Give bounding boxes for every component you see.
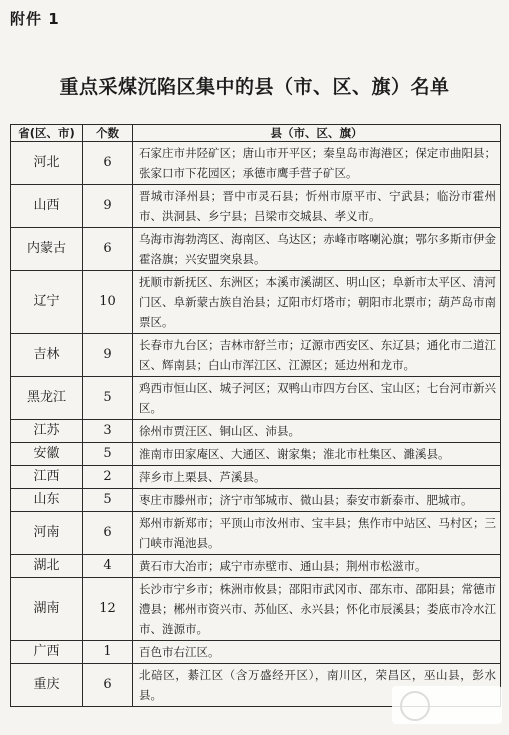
table-row bbox=[11, 271, 501, 334]
table-row bbox=[11, 377, 501, 420]
column-header-counties: 县（市、区、旗） bbox=[133, 125, 501, 142]
counties-cell: 晋城市泽州县；晋中市灵石县；忻州市原平市、宁武县；临汾市霍州市、洪洞县、乡宁县；吕梁市交城县、孝义市。 bbox=[133, 185, 501, 228]
counties-cell: 石家庄市井陉矿区；唐山市开平区；秦皇岛市海港区；保定市曲阳县；张家口市下花园区；承德市鹰手营子矿区。 bbox=[133, 142, 501, 185]
column-header-count: 个数 bbox=[83, 125, 133, 142]
province-cell: 安徽 bbox=[11, 443, 83, 466]
watermark-overlay bbox=[392, 686, 502, 724]
counties-cell: 淮南市田家庵区、大通区、谢家集；淮北市杜集区、濉溪县。 bbox=[133, 443, 501, 466]
table-row bbox=[11, 489, 501, 512]
table-body bbox=[11, 142, 501, 707]
table-row bbox=[11, 466, 501, 489]
count-cell: 3 bbox=[83, 420, 133, 443]
table-row bbox=[11, 443, 501, 466]
table-row bbox=[11, 228, 501, 271]
table-row bbox=[11, 555, 501, 578]
counties-cell: 北碚区，綦江区（含万盛经开区），南川区，荣昌区，巫山县，彭水县。 bbox=[133, 664, 501, 707]
counties-cell: 乌海市海勃湾区、海南区、乌达区；赤峰市喀喇沁旗；鄂尔多斯市伊金霍洛旗；兴安盟突泉县。 bbox=[133, 228, 501, 271]
count-cell: 4 bbox=[83, 555, 133, 578]
counties-cell: 鸡西市恒山区、城子河区；双鸭山市四方台区、宝山区；七台河市新兴区。 bbox=[133, 377, 501, 420]
watermark-logo-icon bbox=[400, 691, 430, 721]
count-cell: 12 bbox=[83, 578, 133, 641]
count-cell: 10 bbox=[83, 271, 133, 334]
province-cell: 重庆 bbox=[11, 664, 83, 707]
page-title: 重点采煤沉陷区集中的县（市、区、旗）名单 bbox=[59, 76, 450, 98]
count-cell: 6 bbox=[83, 664, 133, 707]
province-cell: 黑龙江 bbox=[11, 377, 83, 420]
counties-cell: 百色市右江区。 bbox=[133, 641, 501, 664]
count-cell: 5 bbox=[83, 377, 133, 420]
count-cell: 9 bbox=[83, 334, 133, 377]
province-cell: 湖南 bbox=[11, 578, 83, 641]
table-row bbox=[11, 142, 501, 185]
province-cell: 吉林 bbox=[11, 334, 83, 377]
province-cell: 山东 bbox=[11, 489, 83, 512]
counties-cell: 枣庄市滕州市；济宁市邹城市、微山县；泰安市新泰市、肥城市。 bbox=[133, 489, 501, 512]
table-header-row bbox=[11, 125, 501, 142]
province-cell: 内蒙古 bbox=[11, 228, 83, 271]
counties-cell: 抚顺市新抚区、东洲区；本溪市溪湖区、明山区；阜新市太平区、清河门区、阜新蒙古族自治县；辽阳市灯塔市；朝阳市北票市；葫芦岛市南票区。 bbox=[133, 271, 501, 334]
counties-cell: 长沙市宁乡市；株洲市攸县；邵阳市武冈市、邵东市、邵阳县；常德市澧县；郴州市资兴市、苏仙区、永兴县；怀化市辰溪县；娄底市冷水江市、涟源市。 bbox=[133, 578, 501, 641]
province-cell: 江苏 bbox=[11, 420, 83, 443]
province-cell: 山西 bbox=[11, 185, 83, 228]
count-cell: 1 bbox=[83, 641, 133, 664]
province-cell: 河北 bbox=[11, 142, 83, 185]
counties-cell: 徐州市贾汪区、铜山区、沛县。 bbox=[133, 420, 501, 443]
count-cell: 5 bbox=[83, 443, 133, 466]
table-row bbox=[11, 420, 501, 443]
counties-cell: 黄石市大冶市；咸宁市赤壁市、通山县；荆州市松滋市。 bbox=[133, 555, 501, 578]
count-cell: 9 bbox=[83, 185, 133, 228]
counties-cell: 郑州市新郑市；平顶山市汝州市、宝丰县；焦作市中站区、马村区；三门峡市渑池县。 bbox=[133, 512, 501, 555]
column-header-province: 省(区、市) bbox=[11, 125, 83, 142]
attachment-label: 附件 1 bbox=[10, 10, 60, 28]
province-cell: 江西 bbox=[11, 466, 83, 489]
province-cell: 广西 bbox=[11, 641, 83, 664]
county-list-table bbox=[10, 124, 501, 707]
province-cell: 湖北 bbox=[11, 555, 83, 578]
count-cell: 6 bbox=[83, 228, 133, 271]
province-cell: 河南 bbox=[11, 512, 83, 555]
count-cell: 6 bbox=[83, 512, 133, 555]
table-row bbox=[11, 512, 501, 555]
counties-cell: 长春市九台区；吉林市舒兰市；辽源市西安区、东辽县；通化市二道江区、辉南县；白山市浑江区、江源区；延边州和龙市。 bbox=[133, 334, 501, 377]
table-row bbox=[11, 334, 501, 377]
count-cell: 6 bbox=[83, 142, 133, 185]
count-cell: 5 bbox=[83, 489, 133, 512]
province-cell: 辽宁 bbox=[11, 271, 83, 334]
count-cell: 2 bbox=[83, 466, 133, 489]
table-row bbox=[11, 185, 501, 228]
table-row bbox=[11, 641, 501, 664]
table-row bbox=[11, 578, 501, 641]
counties-cell: 萍乡市上栗县、芦溪县。 bbox=[133, 466, 501, 489]
